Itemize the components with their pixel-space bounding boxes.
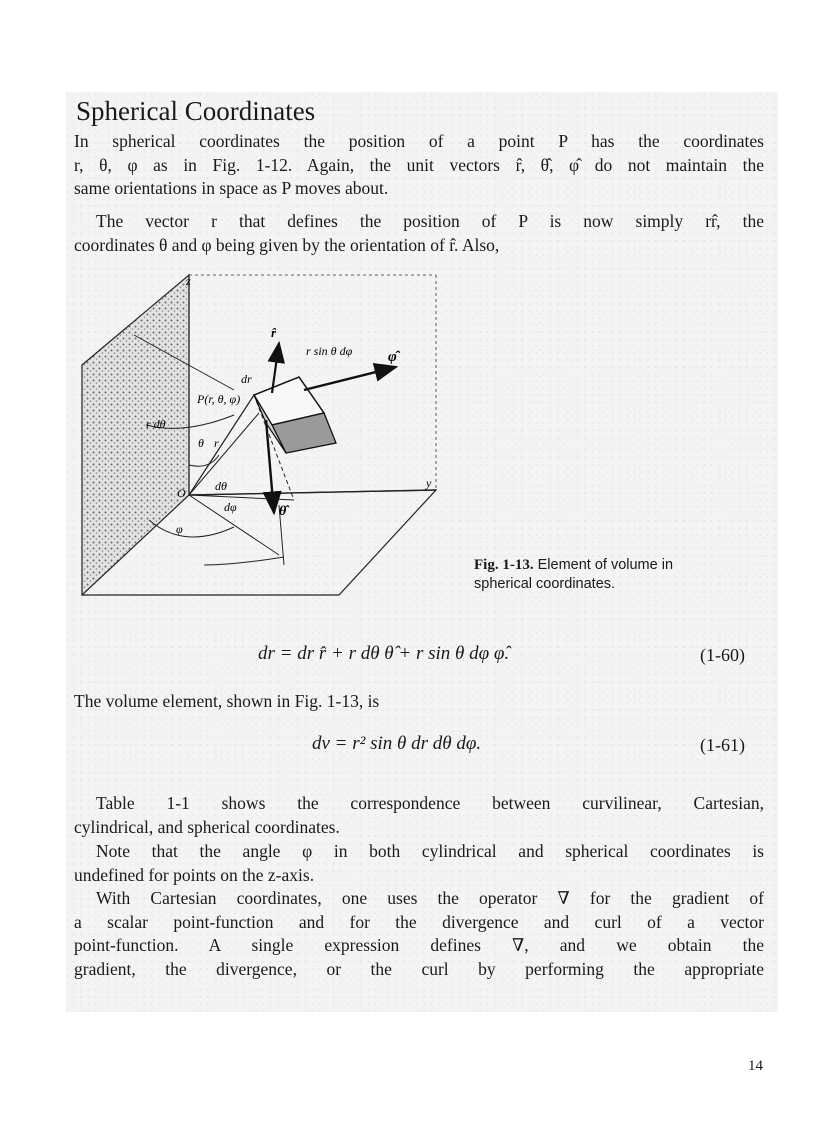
shaded-wall [82,275,189,595]
paragraph-4 [74,792,764,839]
paragraph-2 [74,210,764,257]
text-line: point-function. A single expression defines ∇, and we obtain the [74,935,764,955]
text-line: The vector r that defines the position of P is now simply rr̂, the [96,211,764,231]
caption-text-2: spherical coordinates. [474,576,616,592]
label-r: r [214,436,219,450]
caption-text-1: Element of volume in [537,557,674,573]
paragraph-6 [74,887,764,981]
paragraph-1 [74,130,764,201]
paragraph-5 [74,840,764,887]
label-z: z [186,274,191,288]
label-P: P(r, θ, φ) [197,392,241,406]
text-line: Note that the angle φ in both cylindrical and spherical coordinates is [96,841,764,861]
text-line: The volume element, shown in Fig. 1-13, is [74,691,380,711]
label-r-hat: r̂ [271,325,277,340]
label-dr: dr [241,372,252,386]
page-number: 14 [748,1058,763,1074]
text-line: coordinates θ and φ being given by the orientation of r̂. Also, [74,234,500,255]
equation-1-60: dr = dr r̂ + r dθ θ̂ + r sin θ dφ φ̂. [258,643,510,664]
caption-label: Fig. 1-13. [474,557,534,573]
equation-number: (1-61) [700,735,745,755]
text-line: r, θ, φ as in Fig. 1-12. Again, the unit vectors r̂, θ̂, φ̂ do not maintain the [74,154,764,175]
text-line: Table 1-1 shows the correspondence between curvilinear, Cartesian, [96,793,764,813]
equation-number: (1-60) [700,645,745,665]
text-line: In spherical coordinates the position of a point P has the coordinates [74,131,764,151]
label-phi: φ [176,522,183,536]
label-dtheta: dθ [215,479,227,493]
text-line: a scalar point-function and for the divergence and curl of a vector [74,911,764,932]
text-line: same orientations in space as P moves about. [74,178,389,198]
text-line: With Cartesian coordinates, one uses the operator ∇ for the gradient of [96,888,764,908]
figure-spherical-volume-element [74,265,454,610]
section-heading: Spherical Coordinates [76,96,316,126]
equation-1-61: dv = r² sin θ dr dθ dφ. [312,733,482,754]
label-rsin: r sin θ dφ [306,344,353,358]
label-O: O [177,486,186,500]
label-dphi: dφ [224,500,237,514]
label-phi-hat: φ̂ [388,349,397,365]
text-line: gradient, the divergence, or the curl by performing the appropriate [74,958,764,979]
label-theta: θ [198,436,204,450]
text-line: undefined for points on the z-axis. [74,864,315,885]
figure-caption [474,556,774,594]
paragraph-3 [74,690,764,714]
text-line: cylindrical, and spherical coordinates. [74,816,340,837]
label-y: y [426,476,432,490]
label-theta-hat: θ̂ [279,504,287,519]
label-rdtheta: r dθ [146,417,166,431]
